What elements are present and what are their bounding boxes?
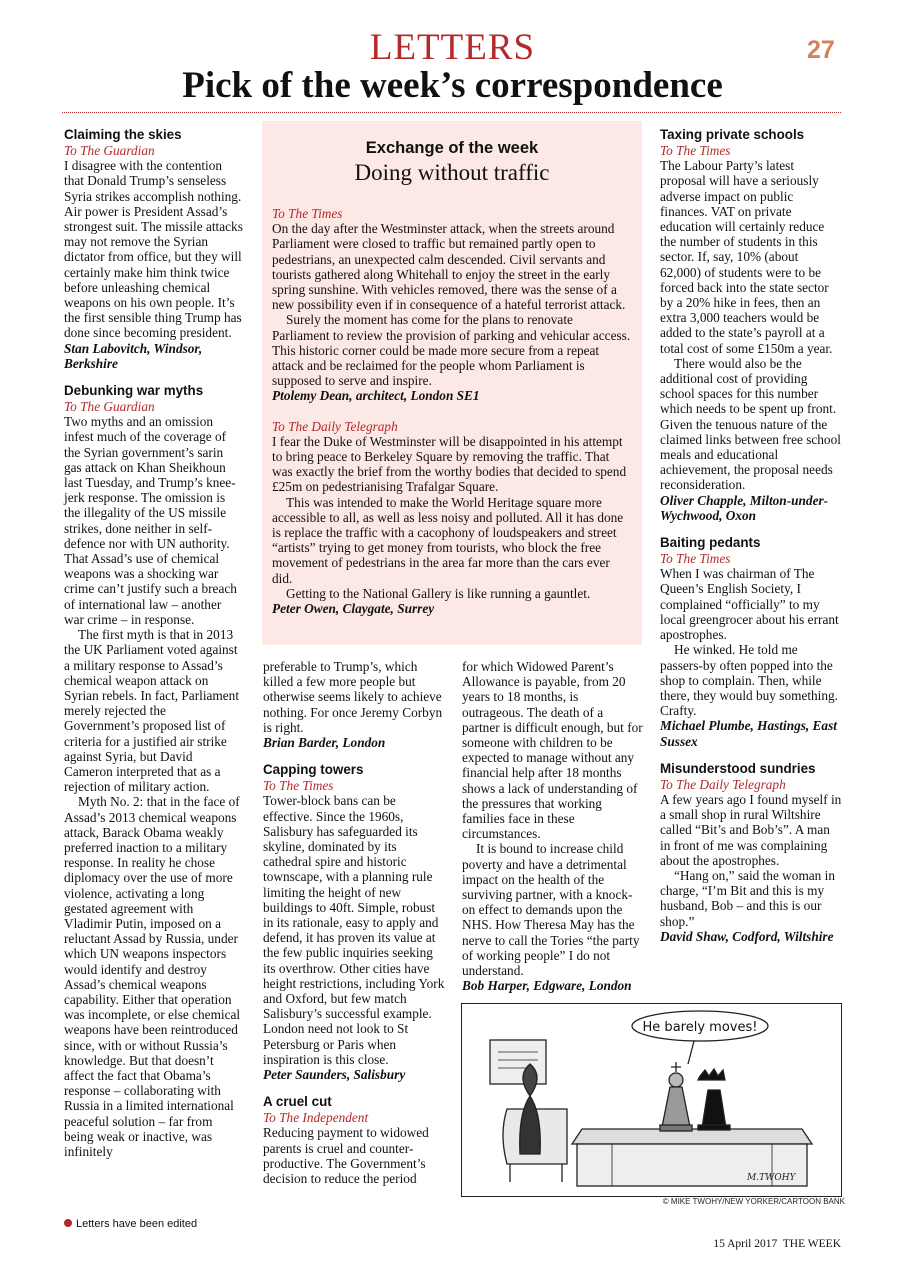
letter-paragraph: When I was chairman of The Queen’s English Society, I complained “officially” to my local greengrocer about his errant apostrophes.: [660, 566, 839, 643]
publication-name: THE WEEK: [782, 1238, 841, 1250]
letter-paragraph: There would also be the additional cost of providing school spaces for this number which needs to be spent up front. Given the tenuous nature of the claimed links between free school meals and educational achievement, the proposal needs reconsideration.: [660, 355, 841, 493]
letter-paragraph: Tower-block bans can be effective. Since the 1960s, Salisbury has safeguarded its skyline, dominated by its cathedral spire and historic townscape, with a planning rule limiting the height of new buildings to 40ft. Simple, robust in its rationale, easy to apply and defend, it has proven its value at the few public inquiries seeking its overthrow. Other cities have height restrictions, including York and Oxford, but few match Salisbury’s successful example. London need not look to St Petersburg or Paris when inspiration is this close.: [263, 793, 445, 1067]
letter-paragraph: for which Widowed Parent’s Allowance is payable, from 20 years to 18 months, is outrageous. The death of a partner is difficult enough, but for someone with children to be expected to manage without any financial help after 18 months shows a lack of understanding of the pressures that working families face in these circumstances.: [462, 659, 643, 842]
letter-paragraph: It is bound to increase child poverty and have a detrimental impact on the health of the surviving partner, with a knock-on effect to demands upon the NHS. How Theresa May has the nerve to call the Tories “the party of working people” I do not understand.: [462, 841, 640, 979]
column-2: [263, 659, 446, 1186]
column-3: [462, 659, 643, 993]
letter-headline: A cruel cut: [263, 1094, 332, 1110]
edited-note-text: Letters have been edited: [76, 1218, 198, 1230]
header-divider: [62, 112, 841, 113]
letter-paragraph: Myth No. 2: that in the face of Assad’s 2013 chemical weapons attack, Barack Obama weakly preferred inaction to a military response. In reality he chose diplomacy over the use of more violence, activating a long gestated agreement with Vladimir Putin, imposed on a reluctant Assad by Russia, under which UN weapons inspectors would identify and destroy Assad’s chemical weapons capability. Either that operation was incomplete, or else chemical weapons have been reintroduced since, with or without Russia’s knowledge. But that doesn’t affect the fact that Obama’s response – collaborating with Russia in a limited international peaceful solution – far from being weak or inactive, was infinitely: [64, 794, 241, 1159]
letter-paragraph: He winked. He told me passers-by often popped into the shop to complain. Then, while there, they would buy something. Crafty.: [660, 642, 839, 719]
page-number: 27: [807, 36, 835, 64]
letter-headline: Capping towers: [263, 762, 364, 778]
letter-signature: David Shaw, Codford, Wiltshire: [660, 928, 834, 944]
edited-note: [64, 1218, 197, 1230]
page-footer: [713, 1238, 841, 1250]
letter-source: To The Times: [660, 143, 731, 158]
letter-paragraph: preferable to Trump’s, which killed a few more people but otherwise seems likely to achieve nothing. For once Jeremy Corbyn is right.: [263, 659, 443, 735]
letter-paragraph: Getting to the National Gallery is like running a gauntlet.: [286, 585, 591, 601]
chess-cartoon: [461, 1003, 842, 1197]
exchange-label: Exchange of the week: [365, 139, 539, 157]
letter-signature: Michael Plumbe, Hastings, East Sussex: [660, 718, 837, 749]
letter-headline: Claiming the skies: [64, 127, 182, 142]
king-piece: [662, 1087, 690, 1127]
cartoon-drawing: [462, 1004, 841, 1196]
letter-paragraph: Two myths and an omission infest much of the coverage of the Syrian government’s sarin gas attack on Khan Sheikhoun last Tuesday, and Trump’s knee-jerk response. The omission is the illegality of the US missile strikes, done neither in self-defence nor with UN authority. That Assad’s use of chemical weapons was a shocking war crime can’t justify such a breach of international law – another war crime – in response.: [64, 414, 237, 627]
letter-paragraph: The Labour Party’s latest proposal will have a seriously adverse impact on public finances. VAT on private education will certainly reduce the number of students in this sector. If, say, 10% (about 62,000) of students were to be forced back into the state sector by a 20% hike in fees, then an extra 3,000 teachers would be added to the state’s payroll at a total cost of some £150m a year.: [660, 158, 833, 356]
letter-source: To The Times: [272, 206, 343, 221]
letter-paragraph: A few years ago I found myself in a small shop in rural Wiltshire called “Bit’s and Bob’s”. A man in front of me was complaining about the apostrophes.: [660, 791, 842, 868]
exchange-of-the-week-box: [262, 121, 642, 645]
letter-source: To The Guardian: [64, 399, 155, 415]
letter-paragraph: I fear the Duke of Westminster will be disappointed in his attempt to bring peace to Berkeley Square by removing the traffic. That was exactly the brief from the worthy bodies that decided to spend £25m on pedestrianising Trafalgar Square.: [272, 433, 627, 495]
section-title: LETTERS: [369, 27, 536, 68]
letter-source: To The Times: [660, 551, 731, 567]
letter-paragraph: Surely the moment has come for the plans to renovate Parliament to review the provision of parking and vehicular access. This historic corner could be made more secure from a repeat attack and be reclaimed for the people whom Parliament is supposed to serve and inspire.: [272, 312, 631, 389]
column-4: [660, 127, 842, 944]
letter-signature: Peter Owen, Claygate, Surrey: [272, 601, 435, 617]
letter-signature: Stan Labovitch, Windsor, Berkshire: [64, 340, 203, 371]
letter-signature: Ptolemy Dean, architect, London SE1: [272, 388, 480, 404]
letter-source: To The Guardian: [64, 143, 155, 158]
letter-source: To The Daily Telegraph: [272, 418, 398, 434]
letter-source: To The Times: [263, 778, 334, 794]
letter-signature: Oliver Chapple, Milton-under-Wychwood, Oxon: [660, 492, 829, 523]
bishop-piece: [523, 1064, 537, 1096]
letter-headline: Baiting pedants: [660, 535, 761, 551]
cartoon-credit: © MIKE TWOHY/NEW YORKER/CARTOON BANK: [662, 1197, 845, 1206]
letter-headline: Misunderstood sundries: [660, 760, 816, 776]
letter-paragraph: I disagree with the contention that Donald Trump’s senseless Syria strikes accomplish nothing. Air power is President Assad’s strongest suit. The missile attacks may not remove the Syrian dictator from office, but they will certainly make him think twice before unleashing chemical weapons on his own people. It’s the first sensible thing Trump has done since becoming president.: [64, 158, 243, 341]
letter-signature: Peter Saunders, Salisbury: [263, 1067, 406, 1083]
artist-signature: M.TWOHY: [747, 1173, 796, 1183]
letter-signature: Brian Barder, London: [263, 735, 386, 751]
letter-paragraph: The first myth is that in 2013 the UK Parliament voted against a military response to Assad’s chemical weapon attack on Syrian rebels. In fact, Parliament merely rejected the Government’s proposed list of criteria for a justified air strike against Syria, but David Cameron interpreted that as a rejection of military action.: [64, 627, 240, 795]
letter-signature: Bob Harper, Edgware, London: [462, 978, 632, 994]
issue-date: 15 April 2017: [713, 1238, 778, 1250]
letter-headline: Taxing private schools: [660, 127, 805, 142]
letter-paragraph: Reducing payment to widowed parents is cruel and counter-productive. The Government’s decision to reduce the period: [263, 1125, 429, 1187]
letter-source: To The Daily Telegraph: [660, 776, 786, 792]
letter-source: To The Independent: [263, 1110, 369, 1126]
letter-paragraph: On the day after the Westminster attack, when the streets around Parliament were closed to traffic but remained partly open to pedestrians, an unexpected calm descended. Civil servants and tourists gathered along Whitehall to enjoy the street in the early spring sunshine. With vehicles removed, there was the sense of a new possibility even if in consequence of a hateful terrorist attack.: [272, 221, 626, 313]
letter-paragraph: This was intended to make the World Heritage square more accessible to all, as well as less noisy and polluted. All it has done is replace the traffic with a cacophony of loudspeakers and street “artists” trying to get money from tourists, who block the free movement of pedestrians in the area far more than the cars ever did.: [272, 494, 624, 586]
letter-headline: Debunking war myths: [64, 383, 204, 399]
speech-text: He barely moves!: [642, 1020, 758, 1035]
letter-paragraph: “Hang on,” said the woman in charge, “I’m Bit and this is my husband, Bob – and this is our shop.”: [660, 867, 835, 929]
exchange-title: Doing without traffic: [354, 160, 550, 185]
column-1: [64, 127, 244, 1159]
queen-piece: [698, 1069, 725, 1080]
section-subtitle: Pick of the week’s correspondence: [182, 65, 723, 106]
bullet-dot-icon: [64, 1219, 72, 1227]
